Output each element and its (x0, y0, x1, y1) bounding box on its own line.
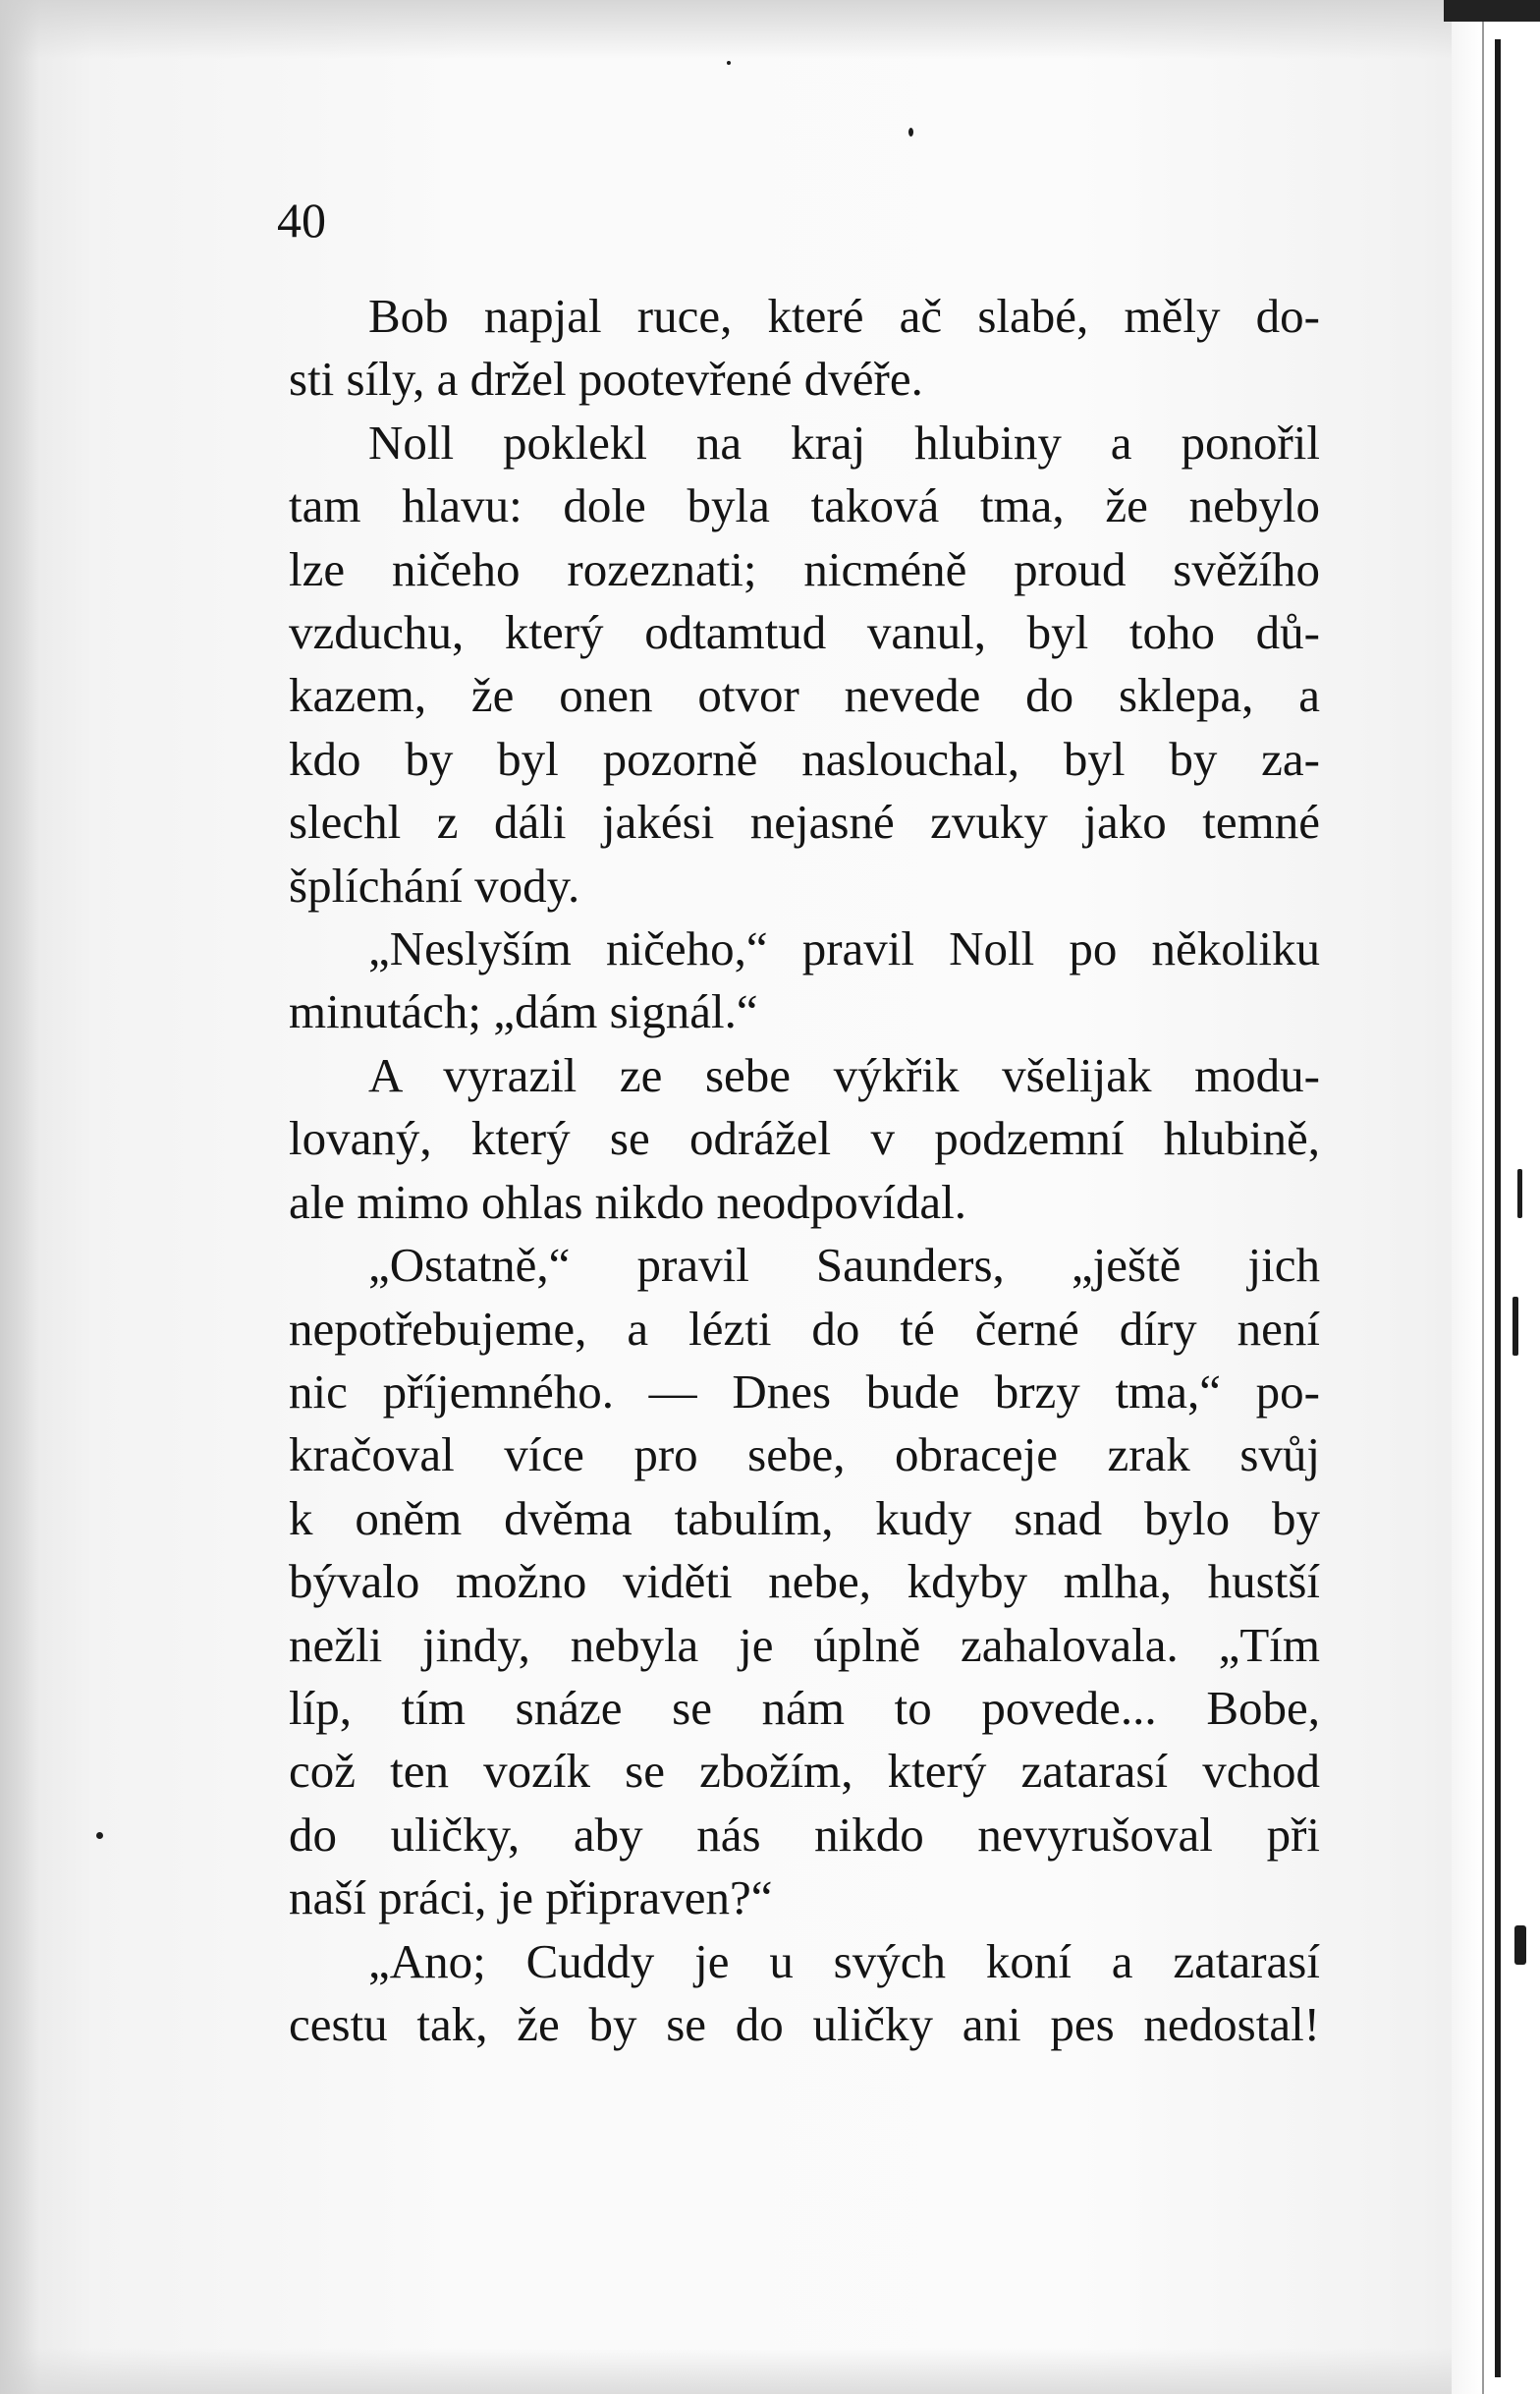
paragraph (289, 918, 1320, 1044)
text-line: kdo by byl pozorně naslouchal, byl by za- (289, 731, 1320, 786)
paragraph (289, 412, 1320, 918)
spine-rule (1495, 39, 1501, 2377)
text-line: kazem, že onen otvor nevede do sklepa, a (289, 668, 1320, 723)
text-line: vzduchu, který odtamtud vanul, byl toho dů- (289, 605, 1320, 660)
body-text (289, 285, 1320, 2056)
scan-speck (1517, 1169, 1522, 1218)
text-line: sti síly, a držel pootevřené dvéře. (289, 352, 923, 407)
text-line: nežli jindy, nebyla je úplně zahalovala. „Tím (289, 1617, 1320, 1672)
text-line: k oněm dvěma tabulím, kudy snad bylo by (289, 1490, 1320, 1545)
scan-speck (1512, 1297, 1518, 1356)
text-line: „Ano; Cuddy je u svých koní a zatarasí (368, 1933, 1320, 1988)
text-line: Bob napjal ruce, které ač slabé, měly do- (368, 289, 1320, 343)
text-line: nic příjemného. — Dnes bude brzy tma,“ po- (289, 1364, 1320, 1419)
text-line: Noll poklekl na kraj hlubiny a ponořil (368, 415, 1320, 470)
text-line: do uličky, aby nás nikdo nevyrušoval při (289, 1807, 1320, 1862)
page-edge-left (0, 0, 39, 2394)
scan-corner-shadow (1444, 0, 1540, 22)
paragraph (289, 1930, 1320, 2057)
text-line: kračoval více pro sebe, obraceje zrak svůj (289, 1427, 1320, 1482)
text-line: což ten vozík se zbožím, který zatarasí vchod (289, 1744, 1320, 1799)
text-line: minutách; „dám signál.“ (289, 984, 758, 1039)
text-line: lze ničeho rozeznati; nicméně proud svěžího (289, 541, 1320, 596)
text-line: „Neslyším ničeho,“ pravil Noll po několiku (368, 921, 1320, 976)
text-line: naší práci, je připraven?“ (289, 1870, 773, 1925)
scan-speck (96, 1832, 103, 1839)
text-line: „Ostatně,“ pravil Saunders, „ještě jich (368, 1238, 1320, 1293)
text-line: slechl z dáli jakési nejasné zvuky jako temné (289, 795, 1320, 850)
text-line: cestu tak, že by se do uličky ani pes nedostal! (289, 1996, 1320, 2051)
spine-rule-thin (1482, 0, 1484, 2394)
text-line: tam hlavu: dole byla taková tma, že nebylo (289, 478, 1320, 533)
scan-speck (1514, 1925, 1526, 1965)
paragraph (289, 1234, 1320, 1929)
text-line: šplíchání vody. (289, 858, 580, 913)
text-line: A vyrazil ze sebe výkřik všelijak modu- (368, 1047, 1320, 1102)
scan-speck (908, 128, 913, 137)
text-line: líp, tím snáze se nám to povede... Bobe, (289, 1680, 1320, 1735)
text-line: nepotřebujeme, a lézti do té černé díry není (289, 1301, 1320, 1356)
text-line: bývalo možno viděti nebe, kdyby mlha, hustší (289, 1554, 1320, 1609)
paragraph (289, 1044, 1320, 1234)
text-line: ale mimo ohlas nikdo neodpovídal. (289, 1174, 966, 1229)
page-edge-top (0, 0, 1540, 59)
paragraph (289, 285, 1320, 412)
page-edge-bottom (0, 2348, 1540, 2394)
page-number: 40 (277, 193, 326, 248)
text-line: lovaný, který se odrážel v podzemní hlubině, (289, 1111, 1320, 1166)
scan-speck (727, 61, 731, 65)
